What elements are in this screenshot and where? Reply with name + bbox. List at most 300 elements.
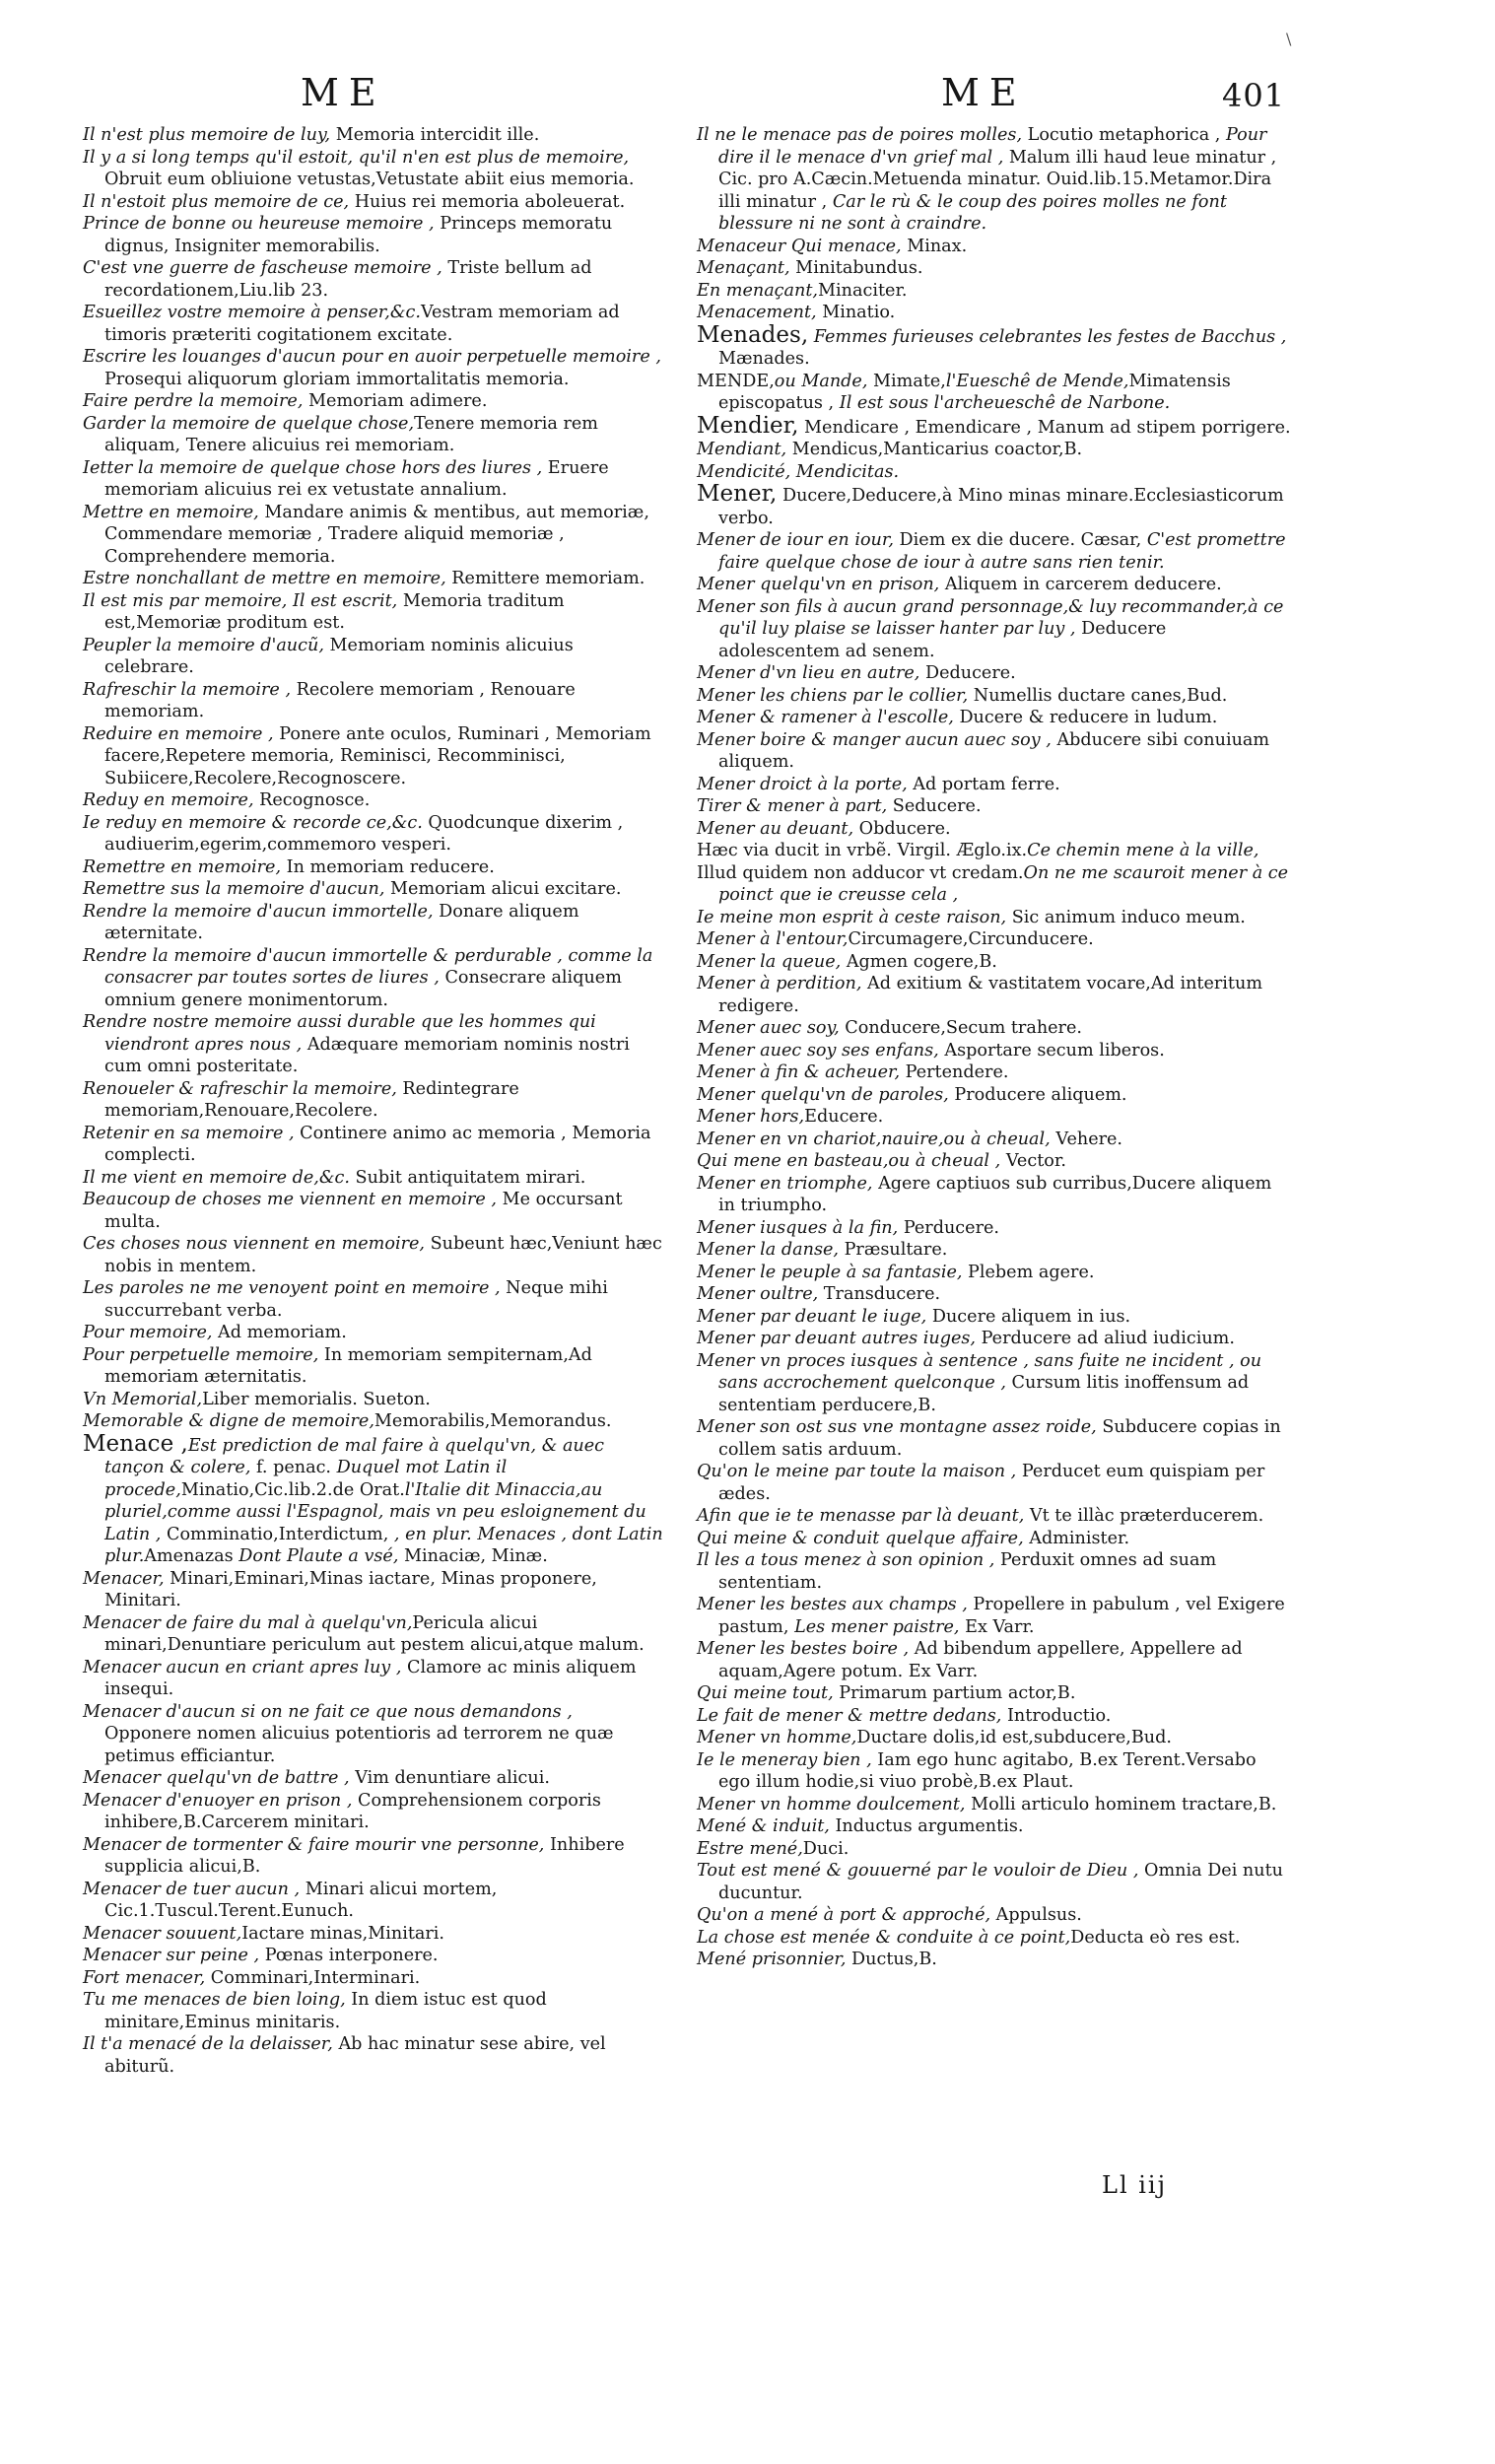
latin-text: Plebem agere. bbox=[962, 1262, 1095, 1282]
dictionary-entry bbox=[83, 457, 664, 502]
dictionary-entry bbox=[697, 707, 1293, 729]
latin-text: Mimatensis episcopatus , bbox=[718, 371, 1231, 413]
french-text: Mener les bestes aux champs , bbox=[697, 1595, 968, 1614]
dictionary-entry bbox=[83, 1923, 664, 1946]
latin-text: Iam ego hunc agitabo, B.ex Terent.Versabo ego illum hodie,si viuo probè,B.ex Plaut. bbox=[718, 1749, 1257, 1792]
french-text: C'est vne guerre de fascheuse memoire , bbox=[83, 258, 442, 278]
dictionary-entry bbox=[83, 856, 664, 879]
dictionary-entry bbox=[83, 1989, 664, 2033]
french-text: En menaçant, bbox=[697, 280, 819, 301]
dictionary-entry bbox=[697, 1461, 1293, 1505]
french-text: Mener par deuant le iuge, bbox=[697, 1306, 927, 1327]
french-text: Qui meine & conduit quelque affaire, bbox=[697, 1528, 1024, 1548]
french-text: Est prediction de mal faire à quelqu'vn, & auec tançon & colere, bbox=[104, 1435, 605, 1477]
dictionary-entry bbox=[697, 1239, 1293, 1262]
right-column bbox=[697, 124, 1293, 1971]
latin-text: Abducere sibi conuiuam aliquem. bbox=[718, 729, 1270, 772]
dictionary-entry bbox=[697, 685, 1293, 708]
french-text: Fort menacer, bbox=[83, 1967, 206, 1988]
dictionary-entry bbox=[83, 1078, 664, 1123]
french-text: Beaucoup de choses me viennent en memoire , bbox=[83, 1190, 497, 1209]
dictionary-entry bbox=[697, 1682, 1293, 1705]
dictionary-entry bbox=[83, 1277, 664, 1322]
dictionary-entry bbox=[697, 1217, 1293, 1240]
french-text: Renoueler & rafreschir la memoire, bbox=[83, 1078, 397, 1099]
french-text: Mettre en memoire, bbox=[83, 502, 259, 522]
latin-text: Deducere adolescentem ad senem. bbox=[718, 619, 1167, 661]
latin-text: Malum illi haud leue minatur , Cic. pro A.Cæcin.Metuenda minatur. Ouid.lib.15.Metamor.Dira illi minatur , bbox=[718, 147, 1277, 212]
dictionary-entry bbox=[697, 1949, 1293, 1971]
latin-text: Comminatio,Interdictum, bbox=[166, 1524, 389, 1544]
latin-text: Ducere aliquem in ius. bbox=[926, 1306, 1131, 1327]
dictionary-entry bbox=[697, 1638, 1293, 1682]
french-text: Menacement, bbox=[697, 303, 817, 322]
dictionary-entry bbox=[83, 723, 664, 790]
latin-text: Minax. bbox=[901, 236, 968, 256]
french-text: Il me vient en memoire de,&c. bbox=[83, 1167, 350, 1188]
french-text: Mener vn homme, bbox=[697, 1728, 857, 1747]
dictionary-entry bbox=[697, 529, 1293, 574]
french-text: Menacer de faire du mal à quelqu'vn, bbox=[83, 1612, 413, 1633]
french-text: Mener le peuple à sa fantasie, bbox=[697, 1262, 963, 1282]
french-text: Mener vn homme doulcement, bbox=[697, 1794, 966, 1814]
dictionary-entry bbox=[83, 1389, 664, 1411]
dictionary-entry bbox=[697, 1505, 1293, 1528]
french-text: Vn Memorial, bbox=[83, 1389, 203, 1409]
latin-text: Me occursant multa. bbox=[104, 1190, 623, 1232]
latin-text: Memoria intercidit ille. bbox=[330, 125, 540, 145]
french-text: Estre mené, bbox=[697, 1838, 803, 1859]
latin-text: Omnia Dei nutu ducuntur. bbox=[718, 1861, 1283, 1903]
dictionary-entry bbox=[83, 191, 664, 214]
french-text: Pour memoire, bbox=[83, 1323, 213, 1342]
latin-text: Adæquare memoriam nominis nostri cum omni posteritate. bbox=[104, 1034, 630, 1076]
dictionary-entry bbox=[83, 1123, 664, 1167]
french-text: Ces choses nous viennent en memoire, bbox=[83, 1234, 426, 1254]
dictionary-entry bbox=[83, 1967, 664, 1990]
latin-text: Vim denuntiare alicui. bbox=[349, 1768, 550, 1788]
dictionary-entry bbox=[697, 1904, 1293, 1927]
latin-text: Deducere. bbox=[919, 663, 1016, 683]
latin-text: Inhibere supplicia alicui,B. bbox=[104, 1834, 625, 1877]
latin-text: Minæ. bbox=[486, 1546, 548, 1566]
french-text: On ne me scauroit mener à ce poinct que ie creusse cela , bbox=[718, 862, 1289, 905]
dictionary-entry bbox=[697, 1129, 1293, 1151]
latin-text: Aliquem in carcerem deducere. bbox=[939, 575, 1222, 594]
dictionary-entry bbox=[697, 1283, 1293, 1306]
dictionary-entry bbox=[83, 812, 664, 856]
french-text: Mener de iour en iour, bbox=[697, 530, 894, 550]
latin-text: Memoria traditum est,Memoriæ proditum est. bbox=[104, 590, 565, 633]
dictionary-entry bbox=[697, 1705, 1293, 1728]
french-text: Estre nonchallant de mettre en memoire, bbox=[83, 569, 446, 588]
french-text: Mener la danse, bbox=[697, 1240, 839, 1260]
latin-text: Huius rei memoria aboleuerat. bbox=[349, 191, 626, 212]
french-text: Rafreschir la memoire , bbox=[83, 679, 292, 700]
dictionary-entry bbox=[83, 1612, 664, 1657]
dictionary-entry bbox=[697, 596, 1293, 663]
latin-text: Introductio. bbox=[1001, 1705, 1112, 1726]
latin-text: In diem istuc est quod minitare,Eminus minitaris. bbox=[104, 1990, 547, 2032]
latin-text: Minaciter. bbox=[818, 280, 908, 301]
latin-text: Administer. bbox=[1023, 1528, 1130, 1548]
french-text: Mener d'vn lieu en autre, bbox=[697, 663, 920, 683]
french-text: Mendicité, Mendicitas. bbox=[697, 461, 900, 482]
dictionary-entry bbox=[83, 635, 664, 679]
dictionary-entry bbox=[697, 1173, 1293, 1217]
latin-text: Quodcunque dixerim , audiuerim,egerim,commemoro vesperi. bbox=[104, 812, 624, 855]
latin-text: Princeps memoratu dignus, Insigniter memorabilis. bbox=[104, 214, 613, 256]
latin-text: f. penac. bbox=[250, 1458, 337, 1477]
latin-text: Agmen cogere,B. bbox=[841, 951, 997, 972]
french-text: Ie meine mon esprit à ceste raison, bbox=[697, 907, 1007, 927]
latin-text: Vehere. bbox=[1050, 1129, 1123, 1149]
latin-text: Recolere memoriam , Renouare memoriam. bbox=[104, 679, 576, 721]
french-text: Mener son ost sus vne montagne assez roide, bbox=[697, 1417, 1097, 1437]
french-text: Ietter la memoire de quelque chose hors des liures , bbox=[83, 457, 543, 478]
latin-text: Duci. bbox=[802, 1838, 849, 1859]
dictionary-entry bbox=[83, 568, 664, 590]
dictionary-entry bbox=[697, 461, 1293, 484]
dictionary-entry bbox=[83, 1790, 664, 1834]
french-text: Qu'on a mené à port & approché, bbox=[697, 1905, 991, 1925]
latin-text: Diem ex die ducere. Cæsar, bbox=[893, 530, 1147, 550]
dictionary-entry bbox=[83, 1879, 664, 1923]
latin-text: Obruit eum obliuione vetustas,Vetustate abiit eius memoria. bbox=[104, 170, 635, 189]
french-text: Garder la memoire de quelque chose, bbox=[83, 413, 415, 434]
left-column bbox=[83, 124, 664, 2078]
latin-text: Vector. bbox=[1000, 1151, 1066, 1171]
latin-text: Clamore ac minis aliquem insequi. bbox=[104, 1657, 637, 1699]
french-text: Remettre en memoire, bbox=[83, 856, 282, 877]
dictionary-entry bbox=[697, 662, 1293, 685]
french-text: Il les a tous menez à son opinion , bbox=[697, 1550, 995, 1570]
french-text: Rendre nostre memoire aussi durable que les hommes qui viendront apres nous , bbox=[83, 1012, 596, 1055]
latin-text: Locutio metaphorica , bbox=[1022, 125, 1226, 145]
french-text: Mener quelqu'vn de paroles, bbox=[697, 1084, 949, 1105]
latin-text: Ductare dolis,id est,subducere,Bud. bbox=[856, 1728, 1172, 1747]
french-text: Qui mene en basteau,ou à cheual , bbox=[697, 1151, 1001, 1171]
dictionary-entry bbox=[83, 945, 664, 1012]
french-text: Les paroles ne me venoyent point en memoire , bbox=[83, 1278, 501, 1298]
french-text: Pour dire il le menace d'vn grief mal , bbox=[718, 125, 1267, 168]
latin-text: Consecrare aliquem omnium genere monimentorum. bbox=[104, 968, 622, 1010]
dictionary-entry bbox=[697, 1815, 1293, 1838]
french-text: Mener les chiens par le collier, bbox=[697, 685, 969, 706]
dictionary-entry bbox=[83, 147, 664, 191]
french-text: Il y a si long temps qu'il estoit, qu'il n'en est plus de memoire, bbox=[83, 147, 630, 168]
latin-text: Memoriam adimere. bbox=[303, 391, 488, 411]
french-text: Prince de bonne ou heureuse memoire , bbox=[83, 214, 435, 234]
dictionary-entry bbox=[83, 679, 664, 723]
latin-text: Ad exitium & vastitatem vocare,Ad interitum redigere. bbox=[718, 974, 1263, 1016]
dictionary-entry bbox=[697, 280, 1293, 303]
dictionary-entry bbox=[83, 1701, 664, 1768]
latin-text: Inductus argumentis. bbox=[829, 1816, 1024, 1836]
french-text: Ce chemin mene à la ville, bbox=[1027, 841, 1259, 860]
latin-text: Liber memorialis. Sueton. bbox=[202, 1389, 431, 1409]
latin-text: Mendicare , Emendicare , Manum ad stipem porrigere. bbox=[798, 417, 1291, 438]
french-text: Mener à perdition, bbox=[697, 974, 862, 993]
latin-text: Minaciæ, bbox=[398, 1546, 487, 1566]
latin-text: Obducere. bbox=[853, 818, 951, 839]
french-text: Qu'on le meine par toute la maison , bbox=[697, 1462, 1017, 1481]
latin-text: MENDE, bbox=[697, 371, 775, 391]
french-text: Ie reduy en memoire & recorde ce,&c. bbox=[83, 812, 423, 833]
latin-text: Vt te illàc præterducerem. bbox=[1024, 1506, 1264, 1526]
french-text: Mené & induit, bbox=[697, 1816, 830, 1836]
latin-text: Molli articulo hominem tractare,B. bbox=[965, 1794, 1277, 1814]
dictionary-entry bbox=[83, 1233, 664, 1277]
dictionary-entry bbox=[697, 818, 1293, 841]
dictionary-entry bbox=[697, 1749, 1293, 1794]
latin-text: Perducet eum quispiam per ædes. bbox=[718, 1462, 1265, 1504]
french-text: Mener droict à la porte, bbox=[697, 774, 908, 794]
dictionary-entry bbox=[83, 213, 664, 257]
dictionary-entry bbox=[697, 412, 1293, 440]
french-text: Afin que ie te menasse par là deuant, bbox=[697, 1506, 1025, 1526]
latin-text: Redintegrare memoriam,Renouare,Recolere. bbox=[104, 1078, 519, 1121]
dictionary-entry bbox=[697, 1262, 1293, 1284]
french-text: Tout est mené & gouuerné par le vouloir de Dieu , bbox=[697, 1861, 1139, 1881]
french-text: Mené prisonnier, bbox=[697, 1950, 847, 1969]
french-text: Il n'estoit plus memoire de ce, bbox=[83, 191, 350, 212]
latin-text: Subit antiquitatem mirari. bbox=[349, 1167, 586, 1188]
latin-text: Minitabundus. bbox=[789, 258, 923, 278]
latin-text: Amenazas bbox=[144, 1546, 234, 1566]
dictionary-entry bbox=[697, 1084, 1293, 1107]
dictionary-entry bbox=[697, 795, 1293, 818]
latin-text: Ducere,Deducere,à Mino minas minare.Ecclesiasticorum verbo. bbox=[718, 486, 1284, 528]
page-number: 401 bbox=[1222, 77, 1286, 114]
dictionary-entry bbox=[697, 1416, 1293, 1461]
french-text: Mener hors, bbox=[697, 1107, 805, 1127]
french-text: Mener en triomphe, bbox=[697, 1173, 873, 1194]
latin-text: Ab hac minatur sese abire, vel abiturũ. bbox=[104, 2034, 606, 2077]
latin-text: Subducere copias in collem satis arduum. bbox=[718, 1417, 1281, 1460]
french-text: Mendiant, bbox=[697, 440, 787, 459]
dictionary-entry bbox=[83, 502, 664, 569]
dictionary-entry bbox=[697, 483, 1293, 529]
latin-text: Primarum partium actor,B. bbox=[833, 1683, 1076, 1703]
latin-text: Neque mihi succurrebant verba. bbox=[104, 1278, 608, 1321]
french-text: Qui meine tout, bbox=[697, 1683, 834, 1703]
dictionary-entry bbox=[83, 346, 664, 390]
dictionary-entry bbox=[697, 321, 1293, 371]
latin-text: Minatio,Cic.lib.2.de Orat. bbox=[180, 1479, 405, 1500]
headword: Menades, bbox=[697, 321, 809, 348]
dictionary-entry bbox=[83, 1568, 664, 1612]
latin-text: Iactare minas,Minitari. bbox=[241, 1923, 445, 1944]
latin-text: Perducere ad aliud iudicium. bbox=[976, 1329, 1235, 1348]
french-text: Mener vn proces iusques à sentence , sans fuite ne incident , ou sans accrochement quelconque , bbox=[697, 1350, 1262, 1393]
french-text: Mener à l'entour, bbox=[697, 929, 849, 949]
dictionary-entry bbox=[83, 390, 664, 413]
dictionary-entry bbox=[83, 590, 664, 635]
french-text: Tirer & mener à part, bbox=[697, 796, 888, 816]
dictionary-entry bbox=[83, 1410, 664, 1433]
latin-text: Appulsus. bbox=[990, 1905, 1082, 1925]
dictionary-entry bbox=[83, 1834, 664, 1879]
french-text: Il n'est plus memoire de luy, bbox=[83, 125, 331, 145]
french-text: Dont Plaute a vsé, bbox=[233, 1546, 399, 1566]
dictionary-entry bbox=[697, 1727, 1293, 1749]
latin-text: Tenere memoria rem aliquam, Tenere alicuius rei memoriam. bbox=[104, 413, 598, 455]
french-text: Mener iusques à la fin, bbox=[697, 1217, 899, 1238]
dictionary-entry bbox=[697, 1150, 1293, 1173]
latin-text: Perduxit omnes ad suam sententiam. bbox=[718, 1550, 1217, 1593]
dictionary-entry bbox=[697, 907, 1293, 929]
french-text: Mener son fils à aucun grand personnage,& luy recommander,à ce qu'il luy plaise se laisser hanter par luy , bbox=[697, 596, 1284, 639]
french-text: Il ne le menace pas de poires molles, bbox=[697, 125, 1023, 145]
dictionary-entry bbox=[83, 1344, 664, 1389]
french-text: Ie le meneray bien , bbox=[697, 1749, 872, 1770]
dictionary-entry bbox=[697, 840, 1293, 862]
latin-text: Seducere. bbox=[887, 796, 982, 816]
latin-text: Triste bellum ad recordationem,Liu.lib 23. bbox=[104, 258, 592, 301]
dictionary-entry bbox=[697, 1040, 1293, 1062]
french-text: Mener boire & manger aucun auec soy , bbox=[697, 729, 1052, 750]
french-text: Mener quelqu'vn en prison, bbox=[697, 575, 940, 594]
french-text: Menacer quelqu'vn de battre , bbox=[83, 1768, 350, 1788]
french-text: Menacer sur peine , bbox=[83, 1946, 260, 1965]
latin-text: Pericula alicui minari,Denuntiare periculum aut pestem alicui,atque malum. bbox=[104, 1612, 645, 1655]
latin-text: Comminari,Interminari. bbox=[205, 1967, 421, 1988]
dictionary-entry bbox=[83, 1189, 664, 1233]
latin-text: Pœnas interponere. bbox=[259, 1946, 439, 1965]
dictionary-entry bbox=[697, 1927, 1293, 1950]
latin-text: Comprehensionem corporis inhibere,B.Carcerem minitari. bbox=[104, 1790, 601, 1832]
latin-text: Prosequi aliquorum gloriam immortalitatis memoria. bbox=[104, 369, 570, 389]
latin-text: Deducta eò res est. bbox=[1070, 1927, 1241, 1948]
french-text: Les mener paistre, bbox=[794, 1616, 960, 1637]
dictionary-entry bbox=[697, 302, 1293, 324]
latin-text: Opponere nomen alicuius potentioris ad terrorem ne quæ petimus efficiantur. bbox=[104, 1724, 614, 1766]
dictionary-entry bbox=[697, 1528, 1293, 1550]
latin-text: Mænades. bbox=[718, 349, 810, 369]
latin-text: Propellere in pabulum , vel Exigere pastum, bbox=[718, 1595, 1285, 1637]
french-text: Menacer d'aucun si on ne fait ce que nous demandons , bbox=[83, 1701, 573, 1722]
french-text: Mener oultre, bbox=[697, 1284, 819, 1304]
latin-text: Sic animum induco meum. bbox=[1006, 907, 1246, 927]
dictionary-entry bbox=[697, 1860, 1293, 1904]
french-text: Il t'a menacé de la delaisser, bbox=[83, 2034, 333, 2054]
dictionary-entry bbox=[697, 1838, 1293, 1861]
latin-text: Donare aliquem æternitate. bbox=[104, 901, 579, 943]
latin-text: Ductus,B. bbox=[846, 1950, 937, 1969]
french-text: Menacer d'enuoyer en prison , bbox=[83, 1790, 353, 1811]
french-text: Esueillez vostre memoire à penser,&c. bbox=[83, 303, 421, 322]
dictionary-entry bbox=[697, 1594, 1293, 1638]
french-text: Escrire les louanges d'aucun pour en auoir perpetuelle memoire , bbox=[83, 347, 661, 367]
latin-text: Illud quidem non adducor vt credam. bbox=[697, 862, 1024, 883]
latin-text: Memorabilis,Memorandus. bbox=[374, 1411, 612, 1431]
headword: Mendier, bbox=[697, 412, 799, 439]
french-text: C'est promettre faire quelque chose de iour à autre sans rien tenir. bbox=[718, 530, 1286, 573]
dictionary-entry bbox=[83, 1767, 664, 1790]
latin-text: Minari,Eminari,Minas iactare, Minas proponere, Minitari. bbox=[104, 1568, 597, 1610]
dictionary-entry bbox=[697, 439, 1293, 461]
french-text: Mener en vn chariot,nauire,ou à cheual, bbox=[697, 1129, 1051, 1149]
dictionary-entry bbox=[83, 1322, 664, 1344]
french-text: Mener les bestes boire , bbox=[697, 1639, 910, 1659]
french-text: Menaçant, bbox=[697, 258, 790, 278]
french-text: Duquel mot Latin il procede, bbox=[104, 1458, 508, 1500]
french-text: Le fait de mener & mettre dedans, bbox=[697, 1705, 1002, 1726]
dictionary-entry bbox=[697, 862, 1293, 907]
french-text: Mener par deuant autres iuges, bbox=[697, 1329, 977, 1348]
french-text: Faire perdre la memoire, bbox=[83, 391, 304, 411]
running-head-left: ME bbox=[301, 71, 386, 114]
french-text: Mener auec soy ses enfans, bbox=[697, 1040, 939, 1061]
dictionary-entry bbox=[697, 124, 1293, 236]
dictionary-entry bbox=[697, 1106, 1293, 1129]
latin-text: In memoriam sempiternam,Ad memoriam æternitatis. bbox=[104, 1344, 592, 1387]
latin-text: Ex Varr. bbox=[959, 1616, 1035, 1637]
french-text: Retenir en sa memoire , bbox=[83, 1123, 295, 1143]
latin-text: Remittere memoriam. bbox=[445, 569, 646, 588]
dictionary-entry bbox=[83, 878, 664, 901]
signature-mark: Ll iij bbox=[1102, 2171, 1168, 2199]
latin-text: Subeunt hæc,Veniunt hæc nobis in mentem. bbox=[104, 1234, 662, 1276]
headword: Mener, bbox=[697, 481, 778, 507]
latin-text: Circumagere,Circunducere. bbox=[848, 929, 1094, 949]
latin-text: Ducere & reducere in ludum. bbox=[953, 708, 1218, 727]
latin-text: Cursum litis inoffensum ad sententiam perducere,B. bbox=[718, 1373, 1250, 1415]
latin-text: Ponere ante oculos, Ruminari , Memoriam facere,Repetere memoria, Reminisci, Recomminisci, Subiicere,Recolere,Recognoscere. bbox=[104, 723, 651, 788]
dictionary-entry bbox=[697, 1017, 1293, 1040]
latin-text: Conducere,Secum trahere. bbox=[839, 1018, 1082, 1038]
dictionary-entry bbox=[697, 1350, 1293, 1417]
headword: Menace , bbox=[83, 1430, 188, 1457]
french-text: l'Italie dit Minaccia,au pluriel,comme aussi l'Espagnol, mais vn peu esloignement du Latin , bbox=[104, 1479, 646, 1544]
dictionary-entry bbox=[83, 1430, 664, 1568]
latin-text: Ad portam ferre. bbox=[907, 774, 1060, 794]
latin-text: Mimate, bbox=[867, 371, 946, 391]
latin-text: Pertendere. bbox=[900, 1062, 1009, 1082]
french-text: Menacer souuent, bbox=[83, 1923, 242, 1944]
dictionary-entry bbox=[697, 1328, 1293, 1350]
latin-text: Numellis ductare canes,Bud. bbox=[968, 685, 1228, 706]
french-text: Tu me menaces de bien loing, bbox=[83, 1990, 346, 2010]
dictionary-entry bbox=[83, 2033, 664, 2078]
latin-text: Recognosce. bbox=[253, 790, 371, 810]
dictionary-entry bbox=[83, 1167, 664, 1190]
french-text: l'Eueschê de Mende, bbox=[945, 371, 1129, 391]
french-text: Menacer de tuer aucun , bbox=[83, 1879, 301, 1899]
french-text: La chose est menée & conduite à ce point, bbox=[697, 1927, 1071, 1948]
latin-text: Hæc via ducit in vrbẽ. Virgil. Æglo.ix. bbox=[697, 841, 1028, 860]
dictionary-entry bbox=[697, 774, 1293, 796]
french-text: Peupler la memoire d'aucũ, bbox=[83, 635, 324, 655]
latin-text: Minari alicui mortem, Cic.1.Tuscul.Terent.Eunuch. bbox=[104, 1879, 498, 1921]
french-text: Mener & ramener à l'escolle, bbox=[697, 708, 954, 727]
latin-text: Continere animo ac memoria , Memoria complecti. bbox=[104, 1123, 651, 1165]
french-text: Menacer de tormenter & faire mourir vne personne, bbox=[83, 1834, 545, 1855]
latin-text: Educere. bbox=[804, 1107, 884, 1127]
french-text: Menaceur Qui menace, bbox=[697, 236, 902, 256]
dictionary-entry bbox=[83, 901, 664, 945]
latin-text: Transducere. bbox=[818, 1284, 941, 1304]
latin-text: Memoriam alicui excitare. bbox=[384, 879, 622, 899]
dictionary-entry bbox=[697, 928, 1293, 951]
french-text: Pour perpetuelle memoire, bbox=[83, 1344, 319, 1365]
french-text: Mener à fin & acheuer, bbox=[697, 1062, 901, 1082]
latin-text: Ad memoriam. bbox=[212, 1323, 347, 1342]
french-text: Car le rù & le coup des poires molles ne font blessure ni ne sont à craindre. bbox=[718, 191, 1227, 234]
dictionary-entry bbox=[697, 236, 1293, 258]
latin-text: Mendicus,Manticarius coactor,B. bbox=[786, 440, 1083, 459]
